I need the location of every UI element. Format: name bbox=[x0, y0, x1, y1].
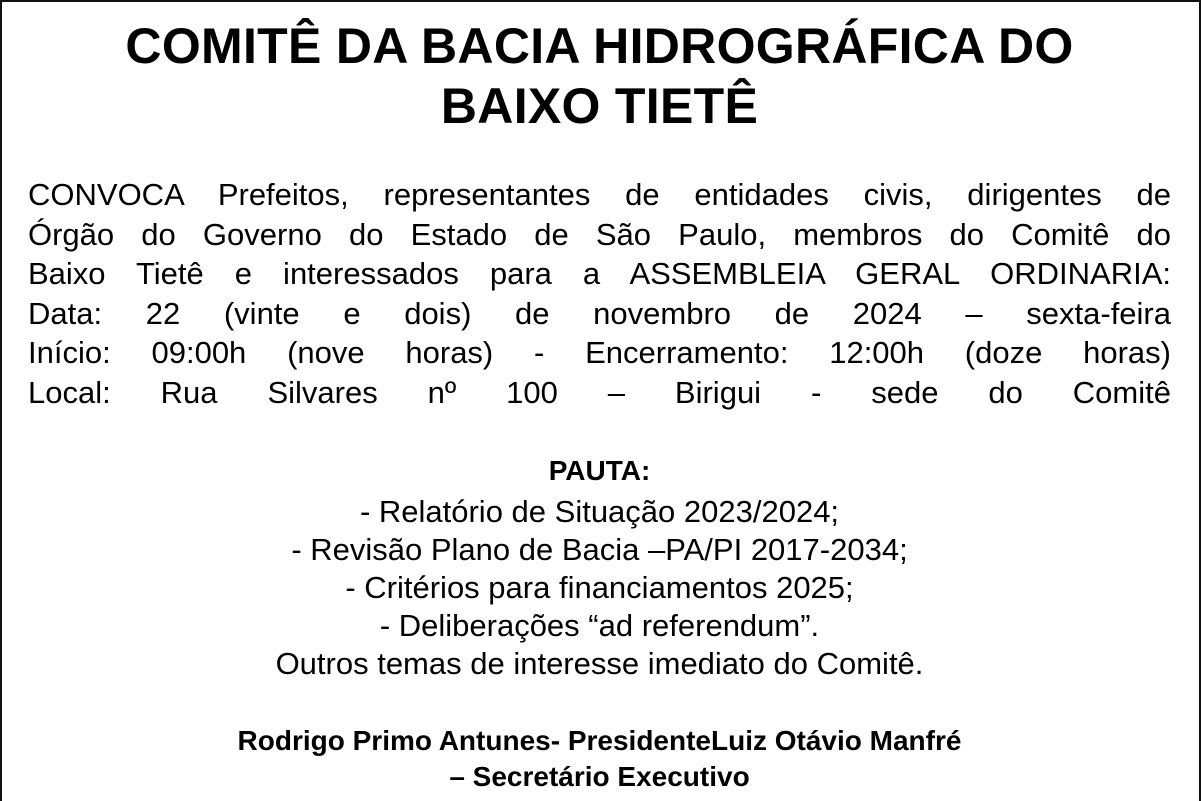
agenda-item: Outros temas de interesse imediato do Comitê. bbox=[275, 645, 924, 681]
agenda-section bbox=[28, 453, 1171, 683]
convocation-paragraph bbox=[28, 175, 1171, 413]
convocation-line-3: Baixo Tietê e interessados para a ASSEMBLEIA GERAL ORDINARIA: bbox=[28, 256, 1171, 292]
convocation-line-1: CONVOCA Prefeitos, representantes de entidades civis, dirigentes de bbox=[28, 177, 1171, 212]
meeting-time: Início: 09:00h (nove horas) - Encerramento: 12:00h (doze horas) bbox=[28, 335, 1171, 371]
signature-line-1: Rodrigo Primo Antunes- PresidenteLuiz Otávio Manfré bbox=[237, 724, 962, 756]
agenda-heading: PAUTA: bbox=[548, 454, 651, 486]
signature-line-2: – Secretário Executivo bbox=[449, 760, 750, 792]
meeting-location: Local: Rua Silvares nº 100 – Birigui - sede do Comitê bbox=[28, 374, 1171, 410]
signature-block bbox=[28, 723, 1171, 795]
convocation-line-2: Órgão do Governo do Estado de São Paulo, membros do Comitê do bbox=[28, 216, 1171, 252]
agenda-item: - Relatório de Situação 2023/2024; bbox=[359, 493, 840, 529]
agenda-item: - Revisão Plano de Bacia –PA/PI 2017-2034; bbox=[291, 531, 908, 567]
agenda-item: - Deliberações “ad referendum”. bbox=[379, 607, 820, 643]
notice-title bbox=[28, 2, 1171, 136]
meeting-date: Data: 22 (vinte e dois) de novembro de 2024 – sexta-feira bbox=[28, 295, 1171, 331]
agenda-item: - Critérios para financiamentos 2025; bbox=[345, 569, 854, 605]
title-line-1: COMITÊ DA BACIA HIDROGRÁFICA DO bbox=[125, 18, 1074, 74]
title-line-2: BAIXO TIETÊ bbox=[440, 78, 759, 134]
